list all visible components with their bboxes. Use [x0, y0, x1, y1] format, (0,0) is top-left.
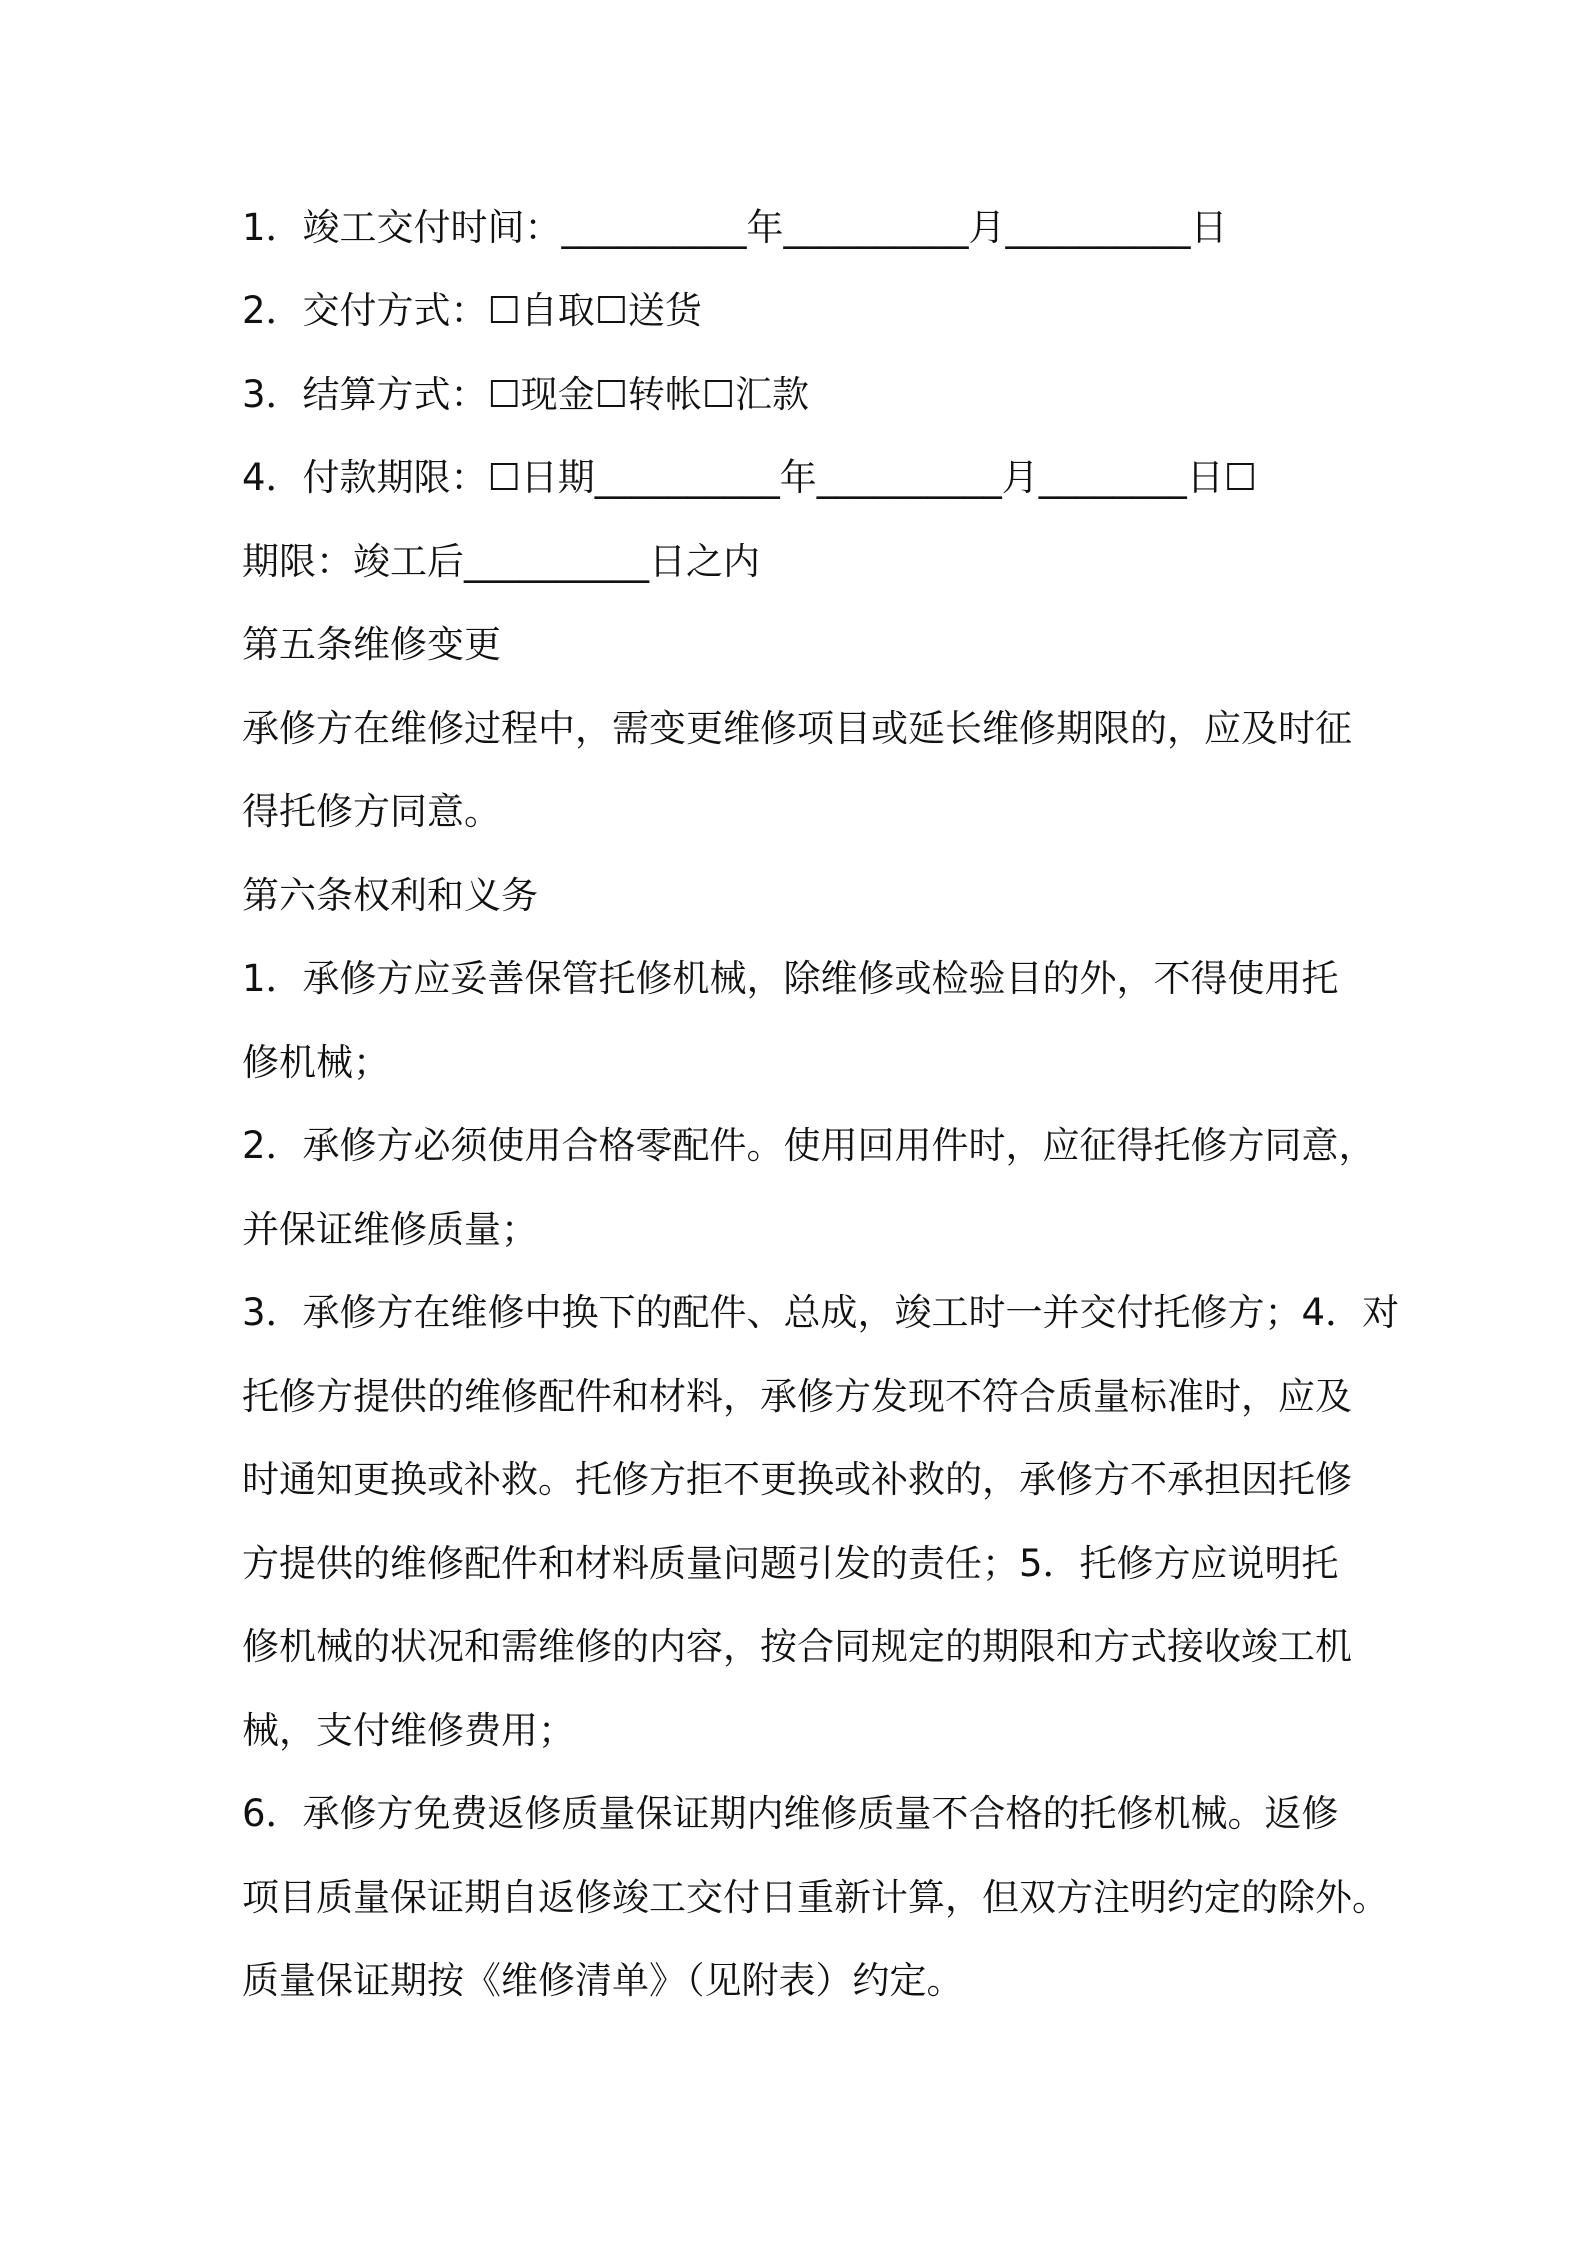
- payment-term-line-2: 期限：竣工后__________日之内: [242, 540, 760, 583]
- paragraph-line: 方提供的维修配件和材料质量问题引发的责任；5．托修方应说明托: [242, 1542, 1339, 1585]
- paragraph-line: 项目质量保证期自返修竣工交付日重新计算，但双方注明约定的除外。: [242, 1876, 1389, 1919]
- paragraph-line: 2．承修方必须使用合格零配件。使用回用件时，应征得托修方同意，: [242, 1124, 1376, 1167]
- paragraph-line: 时通知更换或补救。托修方拒不更换或补救的，承修方不承担因托修: [242, 1458, 1352, 1501]
- section-heading-5: 第五条维修变更: [242, 623, 501, 666]
- settlement-method-line: 3．结算方式：☐现金☐转帐☐汇款: [242, 373, 810, 416]
- paragraph-line: 托修方提供的维修配件和材料，承修方发现不符合质量标准时，应及: [242, 1375, 1352, 1418]
- paragraph-line: 1．承修方应妥善保管托修机械，除维修或检验目的外，不得使用托: [242, 957, 1339, 1000]
- paragraph-line: 承修方在维修过程中，需变更维修项目或延长维修期限的，应及时征: [242, 707, 1352, 750]
- delivery-time-line: 1．竣工交付时间：__________年__________月__________日: [242, 206, 1228, 249]
- paragraph-line: 3．承修方在维修中换下的配件、总成，竣工时一并交付托修方；4．对: [242, 1291, 1400, 1334]
- paragraph-line: 械，支付维修费用；: [242, 1709, 575, 1752]
- paragraph-line: 质量保证期按《维修清单》（见附表）约定。: [242, 1959, 964, 2002]
- paragraph-line: 修机械的状况和需维修的内容，按合同规定的期限和方式接收竣工机: [242, 1625, 1352, 1668]
- section-heading-6: 第六条权利和义务: [242, 874, 538, 917]
- payment-term-line: 4．付款期限：☐日期__________年__________月________日☐: [242, 456, 1257, 499]
- paragraph-line: 6．承修方免费返修质量保证期内维修质量不合格的托修机械。返修: [242, 1792, 1339, 1835]
- paragraph-line: 得托修方同意。: [242, 790, 501, 833]
- paragraph-line: 并保证维修质量；: [242, 1208, 538, 1251]
- paragraph-line: 修机械；: [242, 1041, 390, 1084]
- delivery-method-line: 2．交付方式：☐自取☐送货: [242, 289, 702, 332]
